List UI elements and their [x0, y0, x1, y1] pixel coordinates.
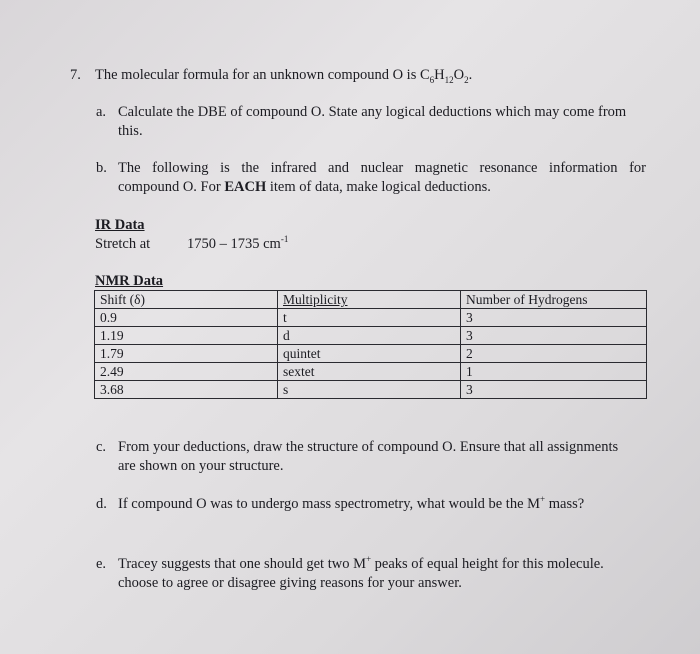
part-c-letter: c. — [96, 439, 107, 455]
header-multiplicity: Multiplicity — [278, 291, 461, 309]
table-row — [95, 327, 647, 345]
hydrogens-cell: 3 — [461, 327, 647, 345]
ir-data-title: IR Data — [95, 217, 145, 233]
shift-cell: 0.9 — [95, 309, 278, 327]
part-b-line2: compound O. For EACH item of data, make logical deductions. — [118, 179, 491, 195]
part-b-letter: b. — [96, 160, 107, 176]
shift-cell: 3.68 — [95, 381, 278, 399]
part-a-line1: Calculate the DBE of compound O. State any logical deductions which may come from — [118, 104, 627, 120]
multiplicity-cell: d — [278, 327, 461, 345]
ir-stretch-value: 1750 – 1735 $cm^{-1}$ — [187, 234, 289, 252]
header-number-of-hydrogens: Number of Hydrogens — [461, 291, 647, 309]
hydrogens-cell: 1 — [461, 363, 647, 381]
part-a-line2: this. — [118, 123, 143, 139]
shift-cell: 1.79 — [95, 345, 278, 363]
nmr-data-title: NMR Data — [95, 273, 164, 289]
header-shift: Shift (δ) — [95, 291, 278, 309]
shift-cell: 2.49 — [95, 363, 278, 381]
table-row — [95, 363, 647, 381]
nmr-table — [94, 290, 647, 399]
ir-stretch-label: Stretch at — [95, 236, 151, 252]
table-header-row — [95, 291, 647, 309]
multiplicity-cell: sextet — [278, 363, 461, 381]
table-row — [95, 345, 647, 363]
part-c-line2: are shown on your structure. — [118, 458, 284, 474]
part-e-line2: choose to agree or disagree giving reasons for your answer. — [118, 575, 462, 591]
hydrogens-cell: 3 — [461, 309, 647, 327]
multiplicity-cell: t — [278, 309, 461, 327]
table-row — [95, 381, 647, 399]
hydrogens-cell: 3 — [461, 381, 647, 399]
table-row — [95, 309, 647, 327]
part-c-line1: From your deductions, draw the structure of compound O. Ensure that all assignments — [118, 439, 619, 455]
multiplicity-cell: quintet — [278, 345, 461, 363]
part-a-letter: a. — [96, 104, 107, 120]
multiplicity-cell: s — [278, 381, 461, 399]
hydrogens-cell: 2 — [461, 345, 647, 363]
question-stem: The molecular formula for an unknown compound O is $C_6H_{12}O_2$. — [95, 67, 473, 85]
shift-cell: 1.19 — [95, 327, 278, 345]
part-d-text: If compound O was to undergo mass spectrometry, what would be the M+ mass? — [118, 494, 585, 512]
part-e-letter: e. — [96, 556, 107, 572]
part-b-line1: The following is the infrared and nuclear magnetic resonance information for — [118, 160, 646, 176]
part-d-letter: d. — [96, 496, 107, 512]
question-number: 7. — [70, 67, 81, 83]
part-e-line1: Tracey suggests that one should get two M+ peaks of equal height for this molecule. — [118, 554, 604, 572]
